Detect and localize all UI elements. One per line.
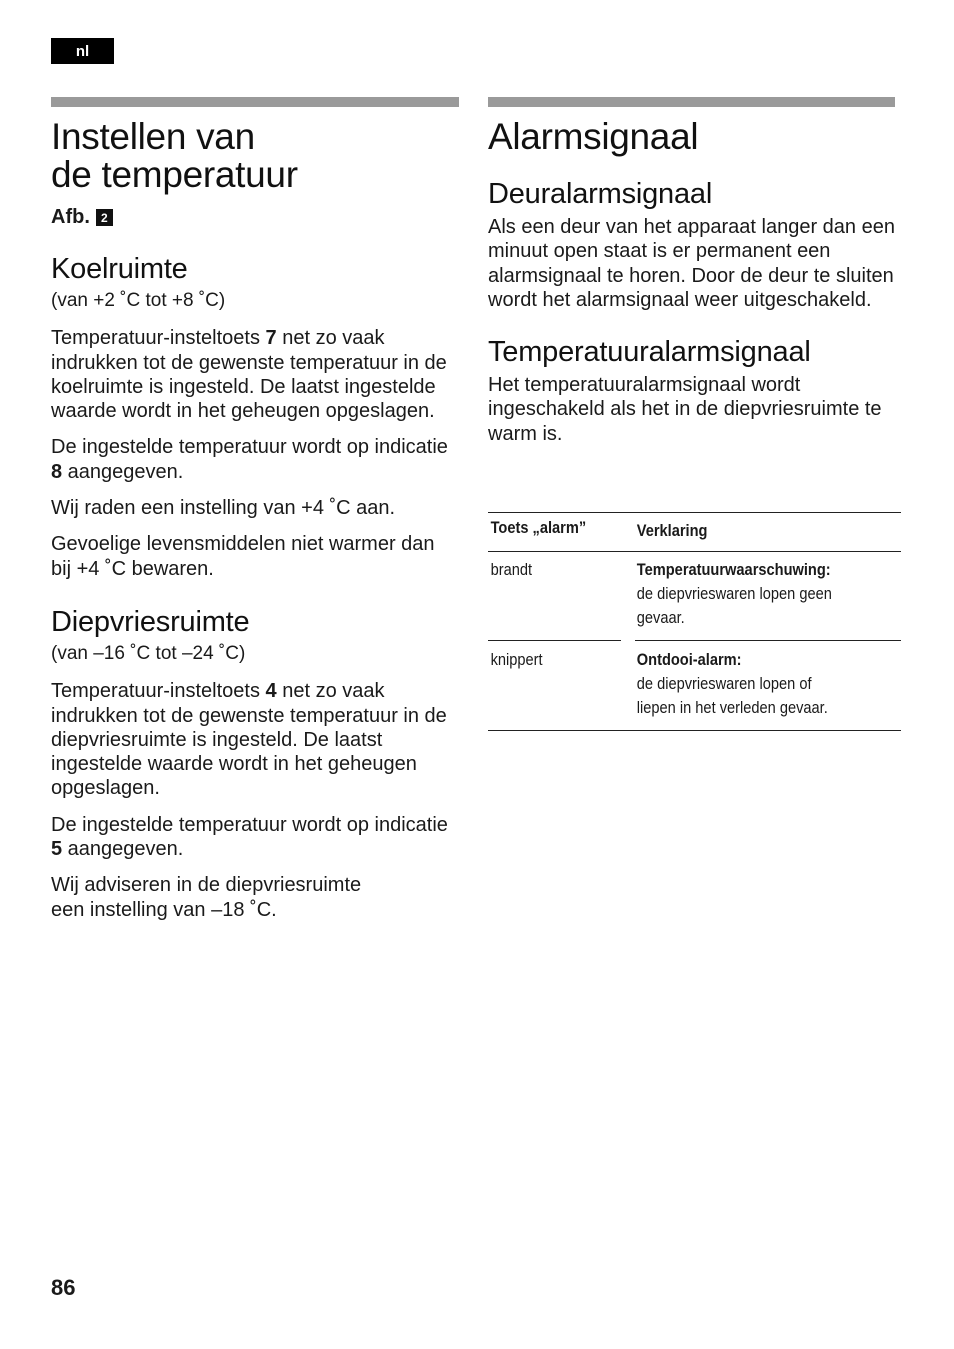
heading-deuralarm: Deuralarmsignaal (488, 178, 713, 210)
heading-koelruimte: Koelruimte (51, 253, 188, 285)
right-column (488, 97, 901, 446)
temp-alarm-text: Het temperatuuralarmsignaal wordt ingeschakeld als het in de diepvriesruimte te warm is. (488, 374, 882, 445)
diep-paragraph-1: Temperatuur-insteltoets 4 net zo vaak indrukken tot de gewenste temperatuur in de diepvriesruimte is ingesteld. De laatst ingestelde waarde wordt in het geheugen opgeslagen. (51, 680, 447, 800)
table-row-1-state: brandt (490, 560, 533, 579)
table-header-border (488, 551, 901, 552)
koel-paragraph-2: De ingestelde temperatuur wordt op indicatie 8 aangegeven. (51, 436, 448, 483)
page-number: 86 (51, 1275, 76, 1300)
table-row-2-desc: Ontdooi-alarm: de diepvrieswaren lopen of liepen in het verleden gevaar. (636, 650, 828, 717)
diep-range: (van –16 ˚C tot –24 ˚C) (51, 642, 246, 664)
table-row-1-desc: Temperatuurwaarschuwing: de diepvrieswaren lopen geen gevaar. (636, 560, 832, 627)
table-header-description: Verklaring (636, 521, 708, 540)
koel-range: (van +2 ˚C tot +8 ˚C) (51, 290, 226, 311)
koel-paragraph-1: Temperatuur-insteltoets 7 net zo vaak indrukken tot de gewenste temperatuur in de koelruimte is ingesteld. De laatst ingestelde waarde wordt in het geheugen opgeslagen. (51, 327, 447, 423)
koel-paragraph-4: Gevoelige levensmiddelen niet warmer dan bij +4 ˚C bewaren. (51, 533, 435, 580)
table-row-divider-right (635, 640, 901, 641)
figure-number-badge: 2 (96, 209, 113, 226)
table-row-divider-left (488, 640, 621, 641)
table-row-2-state: knippert (490, 650, 543, 669)
diep-paragraph-2: De ingestelde temperatuur wordt op indicatie 5 aangegeven. (51, 813, 448, 861)
heading-diepvriesruimte: Diepvriesruimte (51, 605, 250, 638)
language-tag: nl (51, 38, 114, 64)
koel-paragraph-3: Wij raden een instelling van +4 ˚C aan. (51, 497, 396, 520)
door-alarm-text: Als een deur van het apparaat langer dan een minuut open staat is er permanent een alarmsignaal te horen. Door de deur te sluiten wordt het alarmsignaal weer uitgeschakeld. (488, 216, 895, 311)
diep-paragraph-3: Wij adviseren in de diepvriesruimte een instelling van –18 ˚C. (51, 874, 362, 921)
heading-temperatuuralarm: Temperatuuralarmsignaal (488, 336, 811, 369)
figure-reference: Afb. 2 (51, 206, 459, 229)
page-title-alarm: Alarmsignaal (488, 116, 699, 157)
left-column (51, 97, 459, 922)
page-title-temperature: Instellen van de temperatuur (51, 116, 298, 195)
table-header-key: Toets „alarm” (490, 518, 587, 537)
table-bottom-border (488, 730, 901, 731)
table-top-border (488, 512, 901, 513)
